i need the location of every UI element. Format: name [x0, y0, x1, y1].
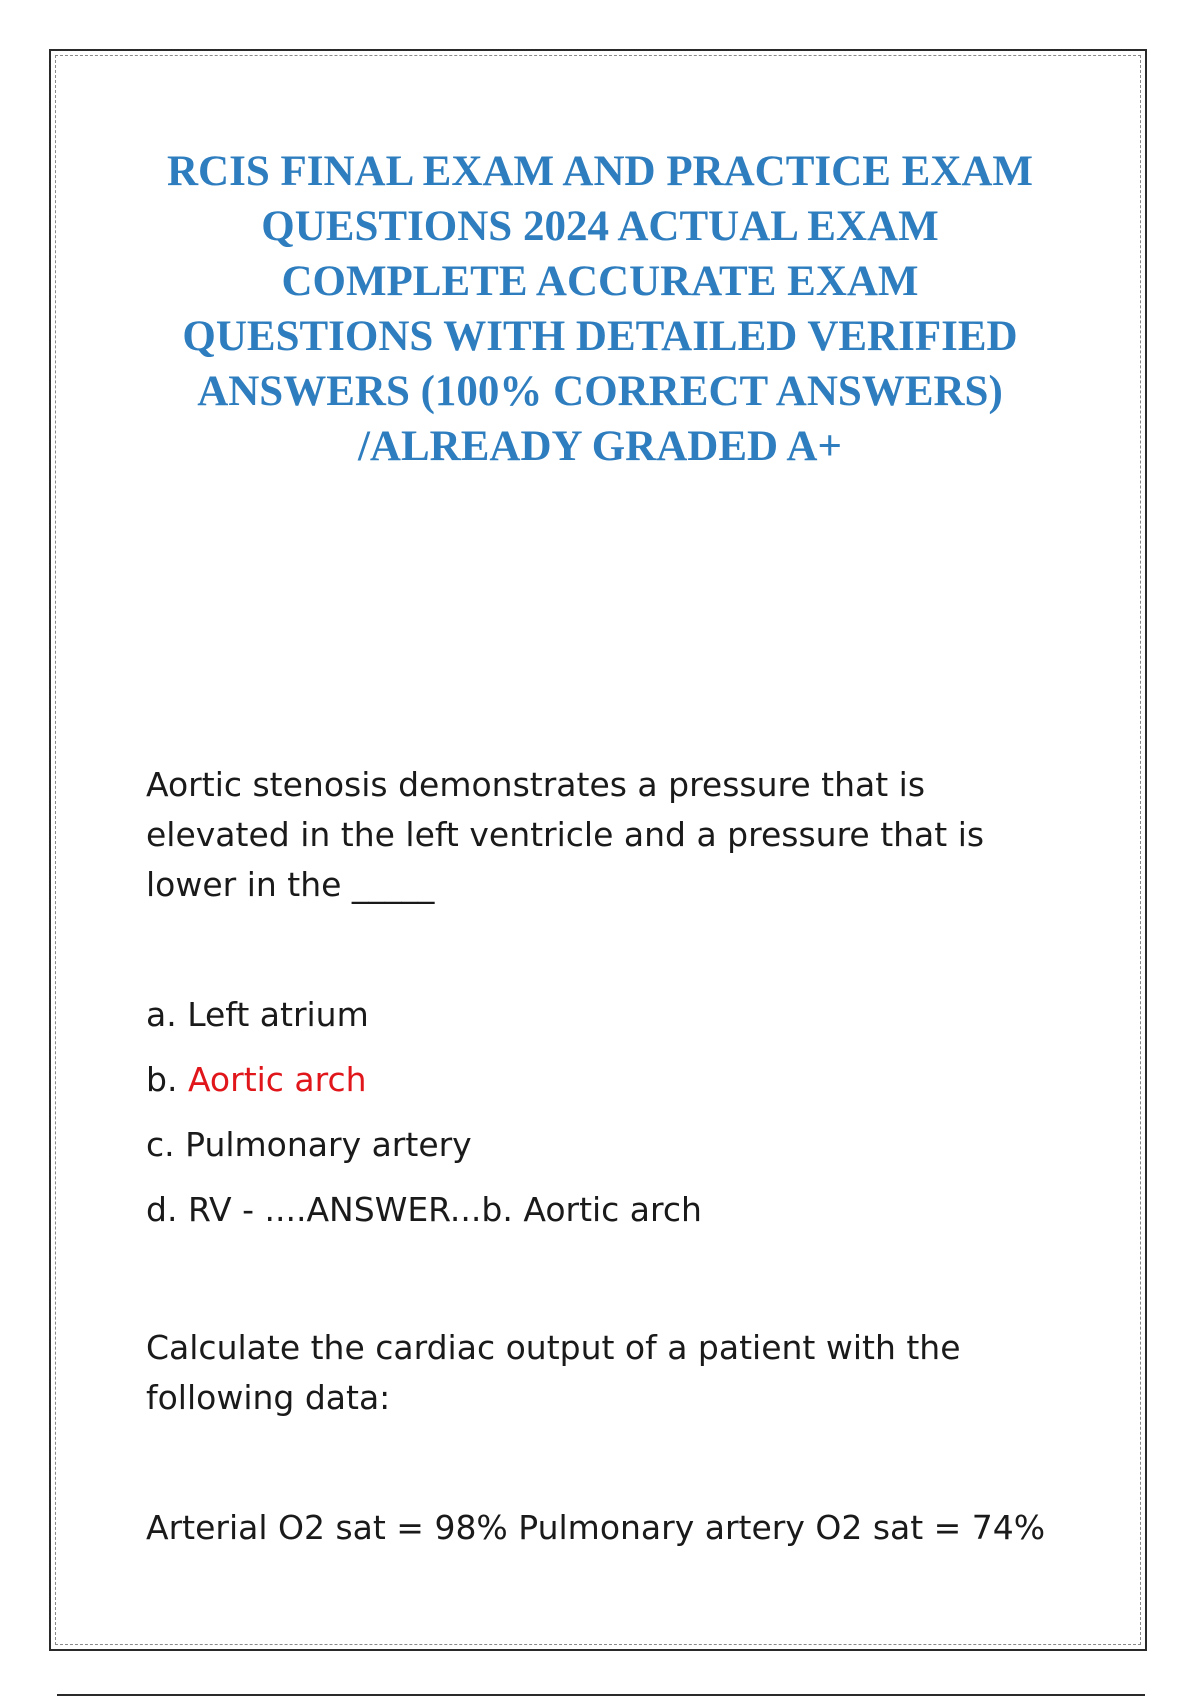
title-line: ANSWERS (100% CORRECT ANSWERS)	[197, 368, 1003, 415]
question-line: Aortic stenosis demonstrates a pressure that is	[146, 765, 926, 804]
question-line: lower in the _____	[146, 865, 435, 904]
option-text: Pulmonary artery	[185, 1125, 472, 1164]
option-b-correct	[146, 1055, 367, 1105]
bottom-rule	[57, 1694, 1145, 1696]
title-line: /ALREADY GRADED A+	[357, 423, 842, 470]
title-line: RCIS FINAL EXAM AND PRACTICE EXAM	[166, 148, 1034, 195]
option-text: Left atrium	[187, 995, 369, 1034]
option-d-with-answer	[146, 1185, 702, 1235]
option-letter: a.	[146, 995, 188, 1034]
title-line: COMPLETE ACCURATE EXAM	[281, 258, 919, 305]
question-2-text	[146, 1323, 961, 1423]
question-line: elevated in the left ventricle and a pressure that is	[146, 815, 985, 854]
title-line: QUESTIONS 2024 ACTUAL EXAM	[261, 203, 939, 250]
question-line: Calculate the cardiac output of a patient with the	[146, 1328, 961, 1367]
question-1-text	[146, 760, 984, 910]
title-line: QUESTIONS WITH DETAILED VERIFIED	[182, 313, 1018, 360]
option-letter: b.	[146, 1060, 188, 1099]
correct-answer-text: Aortic arch	[187, 1060, 367, 1099]
option-c	[146, 1120, 472, 1170]
document-title	[100, 144, 1100, 474]
option-text: RV - ....ANSWER...b. Aortic arch	[187, 1190, 702, 1229]
question-2-data: Arterial O2 sat = 98% Pulmonary artery O2 sat = 74%	[146, 1508, 1046, 1547]
option-letter: c.	[146, 1125, 186, 1164]
option-a	[146, 990, 369, 1040]
option-letter: d.	[146, 1190, 188, 1229]
question-line: following data:	[146, 1378, 391, 1417]
